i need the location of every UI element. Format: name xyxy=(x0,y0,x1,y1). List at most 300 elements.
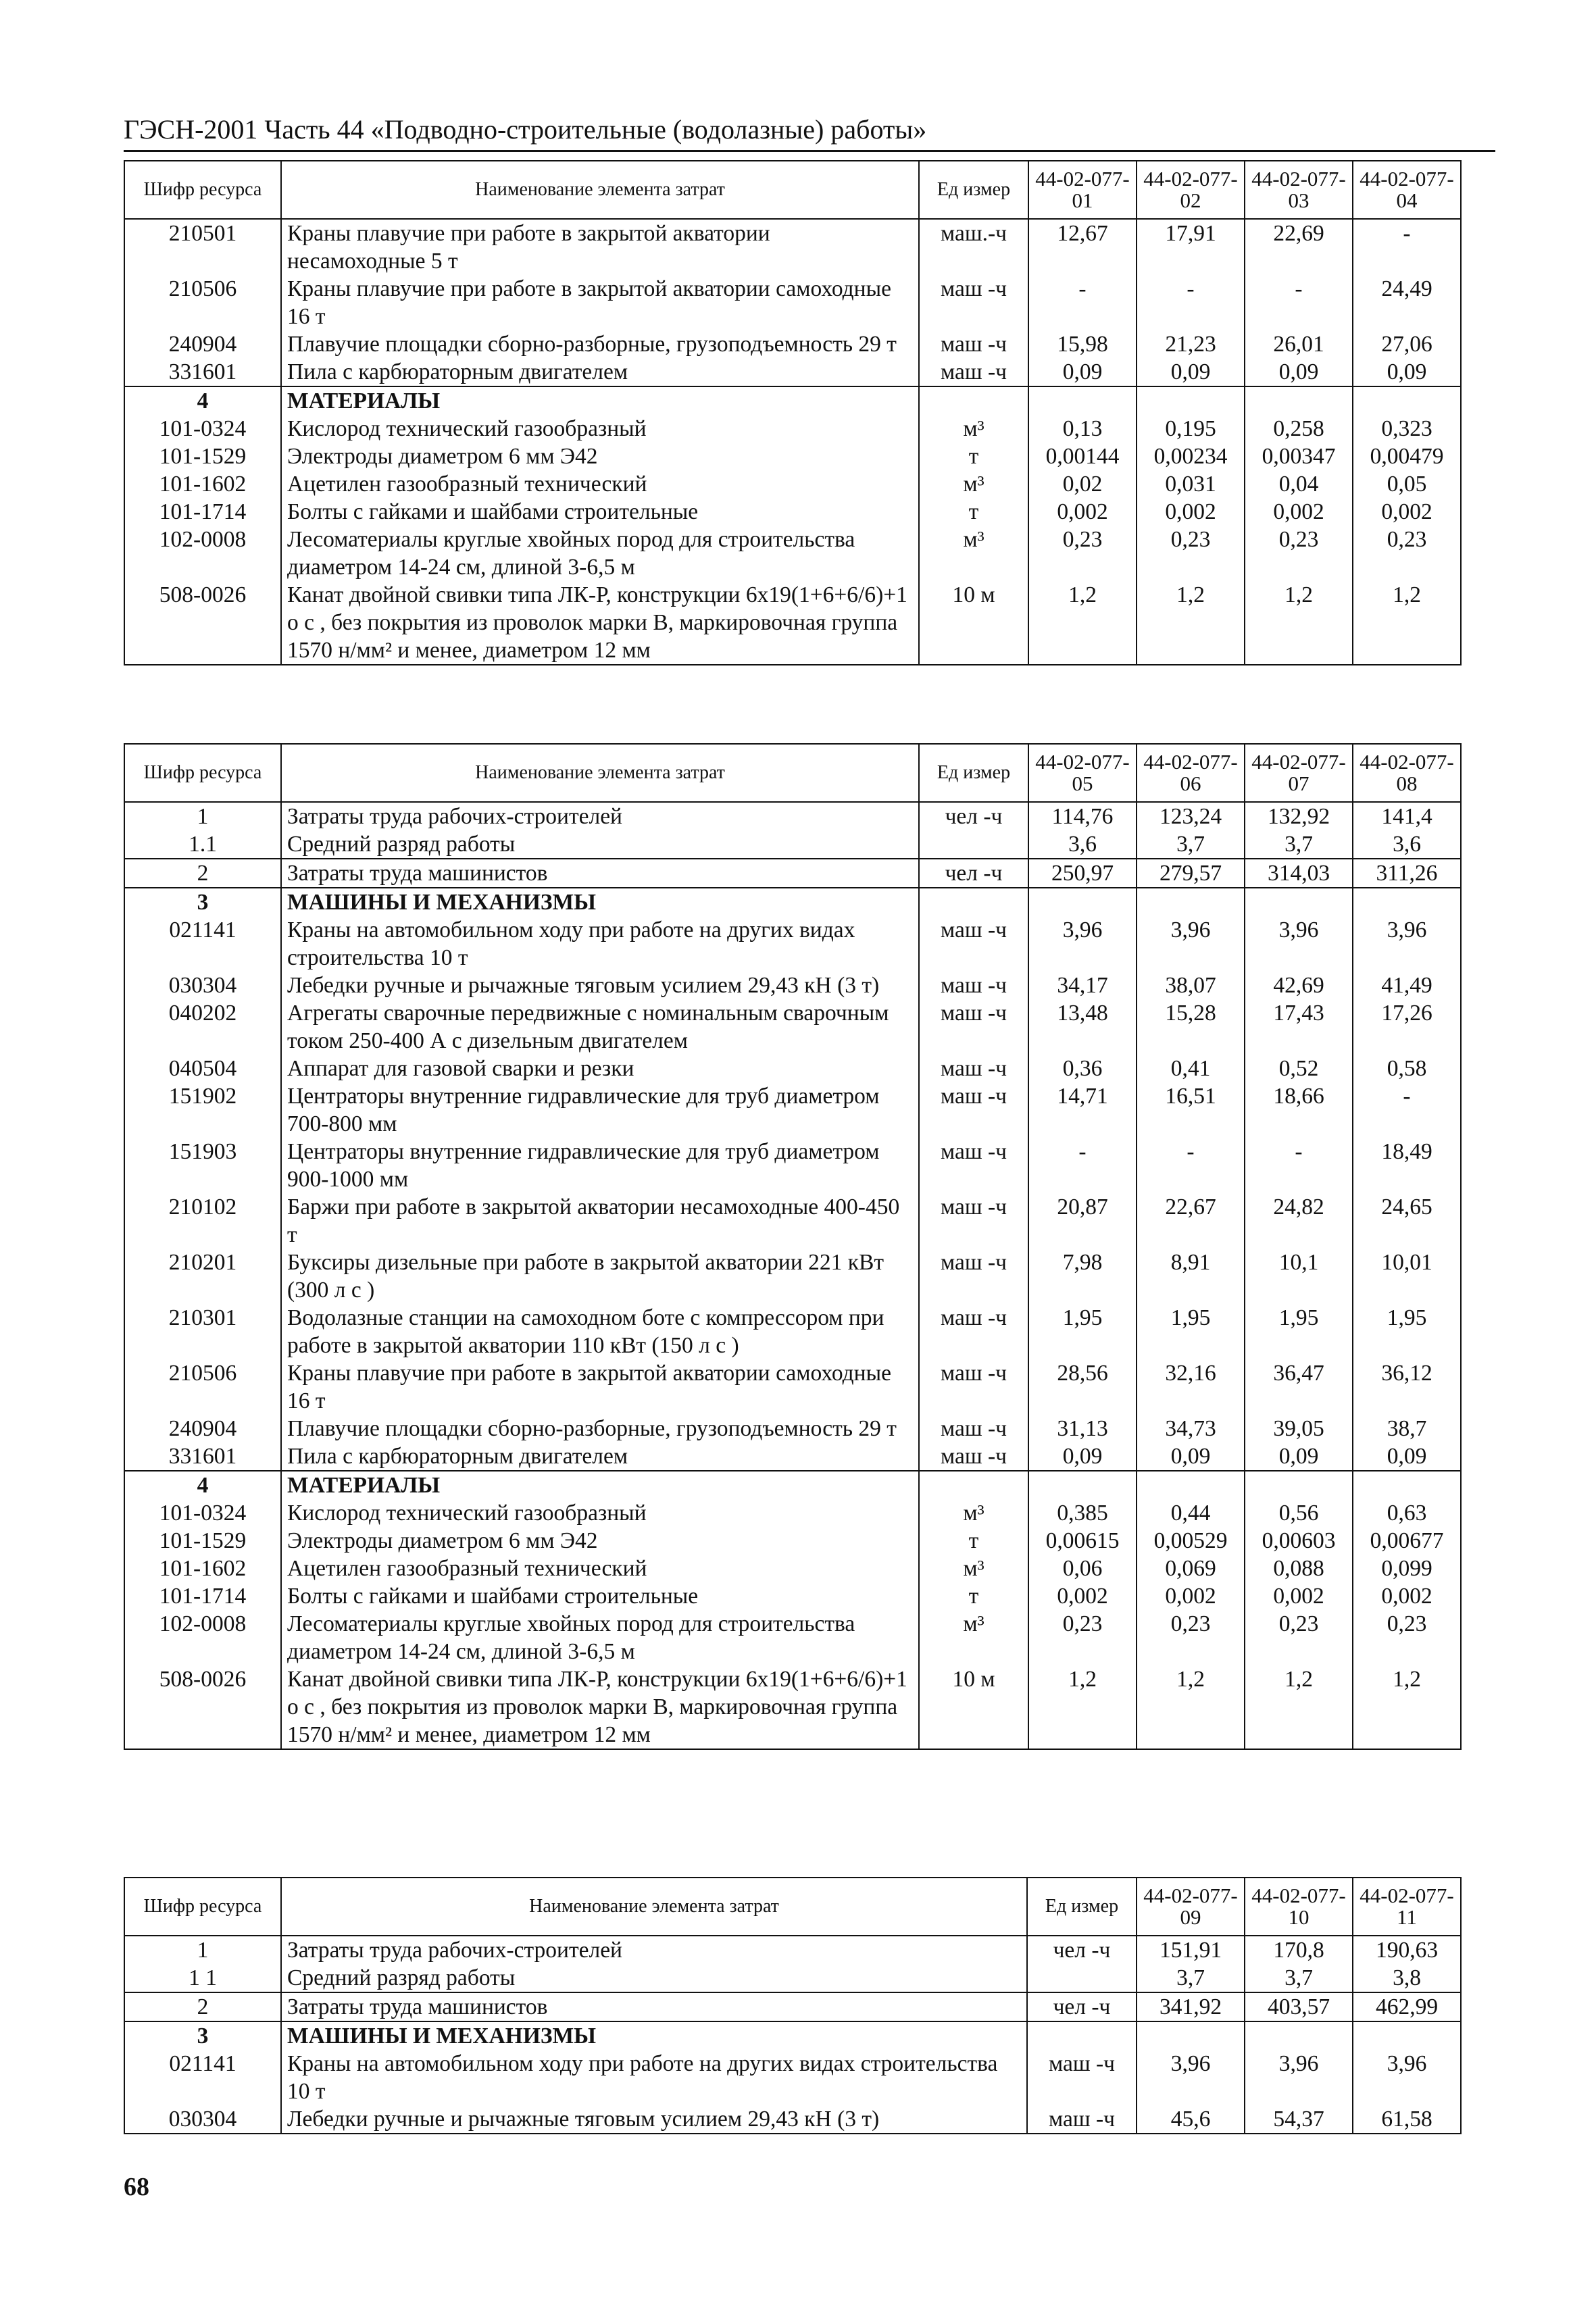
page-header: ГЭСН-2001 Часть 44 «Подводно-строительные (водолазные) работы» xyxy=(124,114,1495,152)
header-unit: Ед измер xyxy=(919,744,1028,802)
table-header-row xyxy=(124,161,1461,219)
resource-code: 210506 xyxy=(124,275,281,330)
resource-name: Канат двойной свивки типа ЛК-Р, конструкции 6х19(1+6+6/6)+1 о с , без покрытия из проволок марки В, маркировочная группа 1570 н/мм² и менее, диаметром 12 мм xyxy=(281,1665,919,1749)
resource-code: 1 1 xyxy=(124,1964,281,1992)
norm-value: 36,12 xyxy=(1353,1359,1461,1415)
resource-unit: маш -ч xyxy=(919,1082,1028,1138)
resource-code: 151902 xyxy=(124,1082,281,1138)
resource-name: Электроды диаметром 6 мм Э42 xyxy=(281,443,919,470)
norm-value: 141,4 xyxy=(1353,802,1461,830)
resource-name: Ацетилен газообразный технический xyxy=(281,1555,919,1582)
norm-value: 114,76 xyxy=(1028,802,1137,830)
resource-unit xyxy=(919,386,1028,415)
norm-value: 0,031 xyxy=(1137,470,1245,498)
header-norm-code: 44-02-077-09 xyxy=(1137,1878,1245,1936)
resource-code: 101-1714 xyxy=(124,1582,281,1610)
norm-value: 0,13 xyxy=(1028,415,1137,443)
norm-value: 0,09 xyxy=(1245,1442,1353,1471)
norm-value: 12,67 xyxy=(1028,219,1137,275)
norm-value: 32,16 xyxy=(1137,1359,1245,1415)
norm-value: 28,56 xyxy=(1028,1359,1137,1415)
resource-code: 040504 xyxy=(124,1055,281,1082)
norm-value: 0,00677 xyxy=(1353,1527,1461,1555)
resource-unit: чел -ч xyxy=(919,802,1028,830)
resource-name: Краны плавучие при работе в закрытой акватории несамоходные 5 т xyxy=(281,219,919,275)
norm-value: 0,323 xyxy=(1353,415,1461,443)
resource-name: Затраты труда машинистов xyxy=(281,859,919,888)
resource-name: Агрегаты сварочные передвижные с номинальным сварочным током 250-400 А с дизельным двигателем xyxy=(281,999,919,1055)
table-row xyxy=(124,1055,1461,1082)
norm-value xyxy=(1353,2021,1461,2050)
norm-value: 38,7 xyxy=(1353,1415,1461,1442)
norm-value: 22,69 xyxy=(1245,219,1353,275)
norm-value: 17,91 xyxy=(1137,219,1245,275)
table-row xyxy=(124,415,1461,443)
resource-code: 240904 xyxy=(124,330,281,358)
norm-value: 0,00615 xyxy=(1028,1527,1137,1555)
section-title: МАШИНЫ И МЕХАНИЗМЫ xyxy=(281,2021,1027,2050)
norm-value xyxy=(1137,386,1245,415)
norm-value: 17,43 xyxy=(1245,999,1353,1055)
norm-value xyxy=(1245,386,1353,415)
table-row xyxy=(124,219,1461,275)
norm-value: 0,02 xyxy=(1028,470,1137,498)
resource-name: Краны плавучие при работе в закрытой акватории самоходные 16 т xyxy=(281,1359,919,1415)
section-title: МАТЕРИАЛЫ xyxy=(281,1471,919,1499)
resource-unit: маш -ч xyxy=(919,275,1028,330)
norm-value: - xyxy=(1137,1138,1245,1193)
norm-value: 7,98 xyxy=(1028,1249,1137,1304)
resource-unit: 10 м xyxy=(919,581,1028,665)
norm-value: 3,96 xyxy=(1137,916,1245,972)
norm-value: 0,09 xyxy=(1137,1442,1245,1471)
resource-unit: т xyxy=(919,498,1028,526)
section-row xyxy=(124,386,1461,415)
header-norm-code: 44-02-077-08 xyxy=(1353,744,1461,802)
table-row xyxy=(124,2050,1461,2105)
table-row xyxy=(124,1193,1461,1249)
resource-name: Кислород технический газообразный xyxy=(281,415,919,443)
norm-value: 10,1 xyxy=(1245,1249,1353,1304)
resource-unit: маш -ч xyxy=(919,916,1028,972)
norm-value: 462,99 xyxy=(1353,1992,1461,2021)
norm-value: 0,23 xyxy=(1245,526,1353,581)
norm-value: 24,49 xyxy=(1353,275,1461,330)
resource-unit: чел -ч xyxy=(919,859,1028,888)
header-name: Наименование элемента затрат xyxy=(281,744,919,802)
norm-value: 1,2 xyxy=(1137,1665,1245,1749)
resource-code: 102-0008 xyxy=(124,1610,281,1665)
resource-code: 101-1714 xyxy=(124,498,281,526)
resource-name: Средний разряд работы xyxy=(281,1964,1027,1992)
norm-value: 0,002 xyxy=(1353,498,1461,526)
norm-value: 0,05 xyxy=(1353,470,1461,498)
norm-value: 170,8 xyxy=(1245,1936,1353,1964)
table-row xyxy=(124,802,1461,830)
norm-value: 45,6 xyxy=(1137,2105,1245,2134)
norm-value: 13,48 xyxy=(1028,999,1137,1055)
resource-unit: маш -ч xyxy=(1027,2105,1137,2134)
norm-value xyxy=(1245,1471,1353,1499)
resource-unit: 10 м xyxy=(919,1665,1028,1749)
header-norm-code: 44-02-077-01 xyxy=(1028,161,1137,219)
resource-unit: маш.-ч xyxy=(919,219,1028,275)
section-row xyxy=(124,1471,1461,1499)
norm-value: 3,96 xyxy=(1028,916,1137,972)
norm-value xyxy=(1028,386,1137,415)
norm-value: 26,01 xyxy=(1245,330,1353,358)
norm-value: 314,03 xyxy=(1245,859,1353,888)
norm-value: 3,7 xyxy=(1245,830,1353,859)
table-row xyxy=(124,999,1461,1055)
table-row xyxy=(124,1304,1461,1359)
resource-unit: маш -ч xyxy=(919,999,1028,1055)
norm-value: 20,87 xyxy=(1028,1193,1137,1249)
norm-value xyxy=(1137,2021,1245,2050)
norm-value: - xyxy=(1028,1138,1137,1193)
norm-value: 24,65 xyxy=(1353,1193,1461,1249)
resource-name: Водолазные станции на самоходном боте с компрессором при работе в закрытой акватории 110 кВт (150 л с ) xyxy=(281,1304,919,1359)
header-code: Шифр ресурса xyxy=(124,161,281,219)
table-row xyxy=(124,581,1461,665)
norm-value: 0,23 xyxy=(1028,526,1137,581)
norm-value: 0,09 xyxy=(1028,1442,1137,1471)
norm-value: 1,2 xyxy=(1353,1665,1461,1749)
norm-value: 190,63 xyxy=(1353,1936,1461,1964)
resource-code: 021141 xyxy=(124,2050,281,2105)
norm-value: 14,71 xyxy=(1028,1082,1137,1138)
table-row xyxy=(124,526,1461,581)
resource-unit: маш -ч xyxy=(919,1193,1028,1249)
table-row xyxy=(124,330,1461,358)
resource-name: Буксиры дизельные при работе в закрытой акватории 221 кВт (300 л с ) xyxy=(281,1249,919,1304)
page-number: 68 xyxy=(124,2173,149,2201)
table-row xyxy=(124,1936,1461,1964)
norm-value: 3,6 xyxy=(1028,830,1137,859)
norm-value xyxy=(1245,888,1353,916)
table-row xyxy=(124,1359,1461,1415)
norm-value: 0,00603 xyxy=(1245,1527,1353,1555)
resource-unit: м³ xyxy=(919,415,1028,443)
norm-value: 1,95 xyxy=(1137,1304,1245,1359)
header-norm-code: 44-02-077-02 xyxy=(1137,161,1245,219)
table-row xyxy=(124,1527,1461,1555)
header-unit: Ед измер xyxy=(1027,1878,1137,1936)
resource-unit: маш -ч xyxy=(919,1304,1028,1359)
norm-value: 341,92 xyxy=(1137,1992,1245,2021)
resource-code: 021141 xyxy=(124,916,281,972)
resource-unit: маш -ч xyxy=(1027,2050,1137,2105)
norm-value: 18,49 xyxy=(1353,1138,1461,1193)
resource-unit xyxy=(919,830,1028,859)
norm-value: 0,002 xyxy=(1137,498,1245,526)
header-norm-code: 44-02-077-06 xyxy=(1137,744,1245,802)
norm-value: 0,09 xyxy=(1028,358,1137,386)
norm-value: 3,96 xyxy=(1353,2050,1461,2105)
resource-unit: маш -ч xyxy=(919,1055,1028,1082)
norm-value: 0,09 xyxy=(1245,358,1353,386)
resource-name: Болты с гайками и шайбами строительные xyxy=(281,1582,919,1610)
norm-value: 151,91 xyxy=(1137,1936,1245,1964)
norm-value: - xyxy=(1137,275,1245,330)
norm-value: 250,97 xyxy=(1028,859,1137,888)
norm-value xyxy=(1353,1471,1461,1499)
norm-value: 0,56 xyxy=(1245,1499,1353,1527)
resource-unit: маш -ч xyxy=(919,330,1028,358)
resource-code: 210301 xyxy=(124,1304,281,1359)
resource-unit: м³ xyxy=(919,1610,1028,1665)
resource-unit: маш -ч xyxy=(919,1249,1028,1304)
resource-unit: м³ xyxy=(919,1499,1028,1527)
norm-value: 0,09 xyxy=(1353,1442,1461,1471)
table-row xyxy=(124,1555,1461,1582)
table-row xyxy=(124,830,1461,859)
norm-value: 0,23 xyxy=(1353,1610,1461,1665)
section-title: МАШИНЫ И МЕХАНИЗМЫ xyxy=(281,888,919,916)
header-name: Наименование элемента затрат xyxy=(281,1878,1027,1936)
norm-value: 1,2 xyxy=(1353,581,1461,665)
table-row xyxy=(124,1964,1461,1992)
resource-name: Центраторы внутренние гидравлические для труб диаметром 900-1000 мм xyxy=(281,1138,919,1193)
table-row xyxy=(124,859,1461,888)
resource-code: 331601 xyxy=(124,358,281,386)
norm-value: 34,73 xyxy=(1137,1415,1245,1442)
resource-code: 4 xyxy=(124,1471,281,1499)
resource-code: 101-1602 xyxy=(124,1555,281,1582)
resource-code: 240904 xyxy=(124,1415,281,1442)
header-norm-code: 44-02-077-03 xyxy=(1245,161,1353,219)
norm-value: - xyxy=(1353,1082,1461,1138)
norm-value: 39,05 xyxy=(1245,1415,1353,1442)
resource-name: Лесоматериалы круглые хвойных пород для строительства диаметром 14-24 см, длиной 3-6,5 м xyxy=(281,526,919,581)
resource-name: Канат двойной свивки типа ЛК-Р, конструкции 6х19(1+6+6/6)+1 о с , без покрытия из проволок марки В, маркировочная группа 1570 н/мм² и менее, диаметром 12 мм xyxy=(281,581,919,665)
norm-value: 0,23 xyxy=(1028,1610,1137,1665)
header-norm-code: 44-02-077-10 xyxy=(1245,1878,1353,1936)
resource-name: Лесоматериалы круглые хвойных пород для строительства диаметром 14-24 см, длиной 3-6,5 м xyxy=(281,1610,919,1665)
table-row xyxy=(124,275,1461,330)
norm-value: 41,49 xyxy=(1353,972,1461,999)
resource-code: 1.1 xyxy=(124,830,281,859)
norm-value: 0,069 xyxy=(1137,1555,1245,1582)
norm-table-2 xyxy=(124,743,1462,1750)
header-norm-code: 44-02-077-07 xyxy=(1245,744,1353,802)
resource-name: Краны на автомобильном ходу при работе на других видах строительства 10 т xyxy=(281,2050,1027,2105)
resource-code: 210201 xyxy=(124,1249,281,1304)
norm-value: 0,58 xyxy=(1353,1055,1461,1082)
norm-value: 17,26 xyxy=(1353,999,1461,1055)
resource-name: Баржи при работе в закрытой акватории несамоходные 400-450 т xyxy=(281,1193,919,1249)
resource-unit: т xyxy=(919,1582,1028,1610)
norm-value xyxy=(1137,1471,1245,1499)
norm-value xyxy=(1245,2021,1353,2050)
resource-name: Затраты труда машинистов xyxy=(281,1992,1027,2021)
norm-value: 132,92 xyxy=(1245,802,1353,830)
resource-code: 030304 xyxy=(124,972,281,999)
norm-value: 36,47 xyxy=(1245,1359,1353,1415)
resource-name: Затраты труда рабочих-строителей xyxy=(281,1936,1027,1964)
resource-name: Болты с гайками и шайбами строительные xyxy=(281,498,919,526)
resource-name: Ацетилен газообразный технический xyxy=(281,470,919,498)
norm-value: 10,01 xyxy=(1353,1249,1461,1304)
norm-value: 1,95 xyxy=(1353,1304,1461,1359)
resource-unit: чел -ч xyxy=(1027,1936,1137,1964)
resource-unit: чел -ч xyxy=(1027,1992,1137,2021)
norm-value: 0,23 xyxy=(1353,526,1461,581)
norm-value: 18,66 xyxy=(1245,1082,1353,1138)
resource-code: 2 xyxy=(124,1992,281,2021)
norm-value: 0,23 xyxy=(1245,1610,1353,1665)
norm-value: 15,98 xyxy=(1028,330,1137,358)
norm-value: 0,23 xyxy=(1137,1610,1245,1665)
resource-unit xyxy=(1027,2021,1137,2050)
resource-code: 101-1602 xyxy=(124,470,281,498)
resource-code: 3 xyxy=(124,2021,281,2050)
section-title: МАТЕРИАЛЫ xyxy=(281,386,919,415)
norm-value: 0,04 xyxy=(1245,470,1353,498)
table-row xyxy=(124,1582,1461,1610)
norm-value: 16,51 xyxy=(1137,1082,1245,1138)
norm-value: 31,13 xyxy=(1028,1415,1137,1442)
resource-unit: маш -ч xyxy=(919,358,1028,386)
norm-value: 0,00144 xyxy=(1028,443,1137,470)
resource-code: 102-0008 xyxy=(124,526,281,581)
norm-value xyxy=(1353,888,1461,916)
norm-value: 27,06 xyxy=(1353,330,1461,358)
table-row xyxy=(124,498,1461,526)
norm-value: 1,2 xyxy=(1028,1665,1137,1749)
header-code: Шифр ресурса xyxy=(124,744,281,802)
resource-name: Центраторы внутренние гидравлические для труб диаметром 700-800 мм xyxy=(281,1082,919,1138)
resource-name: Пила с карбюраторным двигателем xyxy=(281,358,919,386)
norm-value: 0,23 xyxy=(1137,526,1245,581)
norm-value: 311,26 xyxy=(1353,859,1461,888)
norm-value: 22,67 xyxy=(1137,1193,1245,1249)
resource-unit: маш -ч xyxy=(919,1442,1028,1471)
resource-code: 508-0026 xyxy=(124,1665,281,1749)
table-row xyxy=(124,916,1461,972)
norm-value: 0,41 xyxy=(1137,1055,1245,1082)
norm-value: 0,36 xyxy=(1028,1055,1137,1082)
norm-value xyxy=(1028,1471,1137,1499)
resource-code: 101-1529 xyxy=(124,1527,281,1555)
table-row xyxy=(124,972,1461,999)
table-row xyxy=(124,358,1461,386)
resource-unit xyxy=(919,1471,1028,1499)
norm-value: 8,91 xyxy=(1137,1249,1245,1304)
norm-value: 34,17 xyxy=(1028,972,1137,999)
norm-value: 3,7 xyxy=(1245,1964,1353,1992)
resource-name: Затраты труда рабочих-строителей xyxy=(281,802,919,830)
section-row xyxy=(124,888,1461,916)
resource-code: 210102 xyxy=(124,1193,281,1249)
resource-code: 1 xyxy=(124,802,281,830)
norm-value: 0,52 xyxy=(1245,1055,1353,1082)
table-header-row xyxy=(124,1878,1461,1936)
norm-value: 1,2 xyxy=(1028,581,1137,665)
table-row xyxy=(124,1082,1461,1138)
section-row xyxy=(124,2021,1461,2050)
resource-unit: маш -ч xyxy=(919,1359,1028,1415)
norm-value: 3,96 xyxy=(1353,916,1461,972)
norm-value: - xyxy=(1245,275,1353,330)
norm-value: 403,57 xyxy=(1245,1992,1353,2021)
table-row xyxy=(124,1610,1461,1665)
norm-value: 0,09 xyxy=(1137,358,1245,386)
table-row xyxy=(124,1665,1461,1749)
resource-unit: маш -ч xyxy=(919,1415,1028,1442)
resource-unit: т xyxy=(919,443,1028,470)
norm-value: 3,96 xyxy=(1137,2050,1245,2105)
norm-value: 24,82 xyxy=(1245,1193,1353,1249)
norm-value: 1,2 xyxy=(1245,1665,1353,1749)
resource-name: Электроды диаметром 6 мм Э42 xyxy=(281,1527,919,1555)
table-row xyxy=(124,1415,1461,1442)
norm-value: 0,002 xyxy=(1028,498,1137,526)
norm-value: 54,37 xyxy=(1245,2105,1353,2134)
table-row xyxy=(124,2105,1461,2134)
norm-value: 123,24 xyxy=(1137,802,1245,830)
resource-code: 101-0324 xyxy=(124,415,281,443)
resource-code: 331601 xyxy=(124,1442,281,1471)
resource-name: Плавучие площадки сборно-разборные, грузоподъемность 29 т xyxy=(281,1415,919,1442)
norm-value: 0,002 xyxy=(1245,498,1353,526)
resource-unit xyxy=(919,888,1028,916)
resource-unit: м³ xyxy=(919,1555,1028,1582)
norm-value: 0,099 xyxy=(1353,1555,1461,1582)
norm-value: 3,96 xyxy=(1245,916,1353,972)
resource-name: Краны плавучие при работе в закрытой акватории самоходные 16 т xyxy=(281,275,919,330)
norm-value: 3,8 xyxy=(1353,1964,1461,1992)
norm-value: 0,63 xyxy=(1353,1499,1461,1527)
norm-value: 1,95 xyxy=(1245,1304,1353,1359)
norm-value: 0,002 xyxy=(1245,1582,1353,1610)
resource-code: 210501 xyxy=(124,219,281,275)
table-row xyxy=(124,1249,1461,1304)
resource-name: Кислород технический газообразный xyxy=(281,1499,919,1527)
norm-value: 61,58 xyxy=(1353,2105,1461,2134)
header-norm-code: 44-02-077-05 xyxy=(1028,744,1137,802)
norm-value: 0,088 xyxy=(1245,1555,1353,1582)
header-unit: Ед измер xyxy=(919,161,1028,219)
norm-table-1 xyxy=(124,160,1462,665)
resource-name: Лебедки ручные и рычажные тяговым усилием 29,43 кН (3 т) xyxy=(281,972,919,999)
norm-value: 38,07 xyxy=(1137,972,1245,999)
resource-code: 1 xyxy=(124,1936,281,1964)
norm-value: - xyxy=(1245,1138,1353,1193)
resource-code: 508-0026 xyxy=(124,581,281,665)
norm-value: 3,96 xyxy=(1245,2050,1353,2105)
resource-name: Средний разряд работы xyxy=(281,830,919,859)
resource-unit xyxy=(1027,1964,1137,1992)
norm-value: 42,69 xyxy=(1245,972,1353,999)
resource-unit: м³ xyxy=(919,470,1028,498)
resource-code: 2 xyxy=(124,859,281,888)
norm-value: 1,2 xyxy=(1245,581,1353,665)
resource-unit: м³ xyxy=(919,526,1028,581)
norm-value: 0,385 xyxy=(1028,1499,1137,1527)
resource-name: Лебедки ручные и рычажные тяговым усилием 29,43 кН (3 т) xyxy=(281,2105,1027,2134)
norm-value: 0,00347 xyxy=(1245,443,1353,470)
norm-value: 0,002 xyxy=(1137,1582,1245,1610)
norm-table-3 xyxy=(124,1877,1462,2134)
resource-code: 030304 xyxy=(124,2105,281,2134)
norm-value: 0,002 xyxy=(1353,1582,1461,1610)
norm-value: 0,09 xyxy=(1353,358,1461,386)
norm-value: 0,00529 xyxy=(1137,1527,1245,1555)
table-row xyxy=(124,1442,1461,1471)
table-row xyxy=(124,1499,1461,1527)
resource-unit: маш -ч xyxy=(919,972,1028,999)
